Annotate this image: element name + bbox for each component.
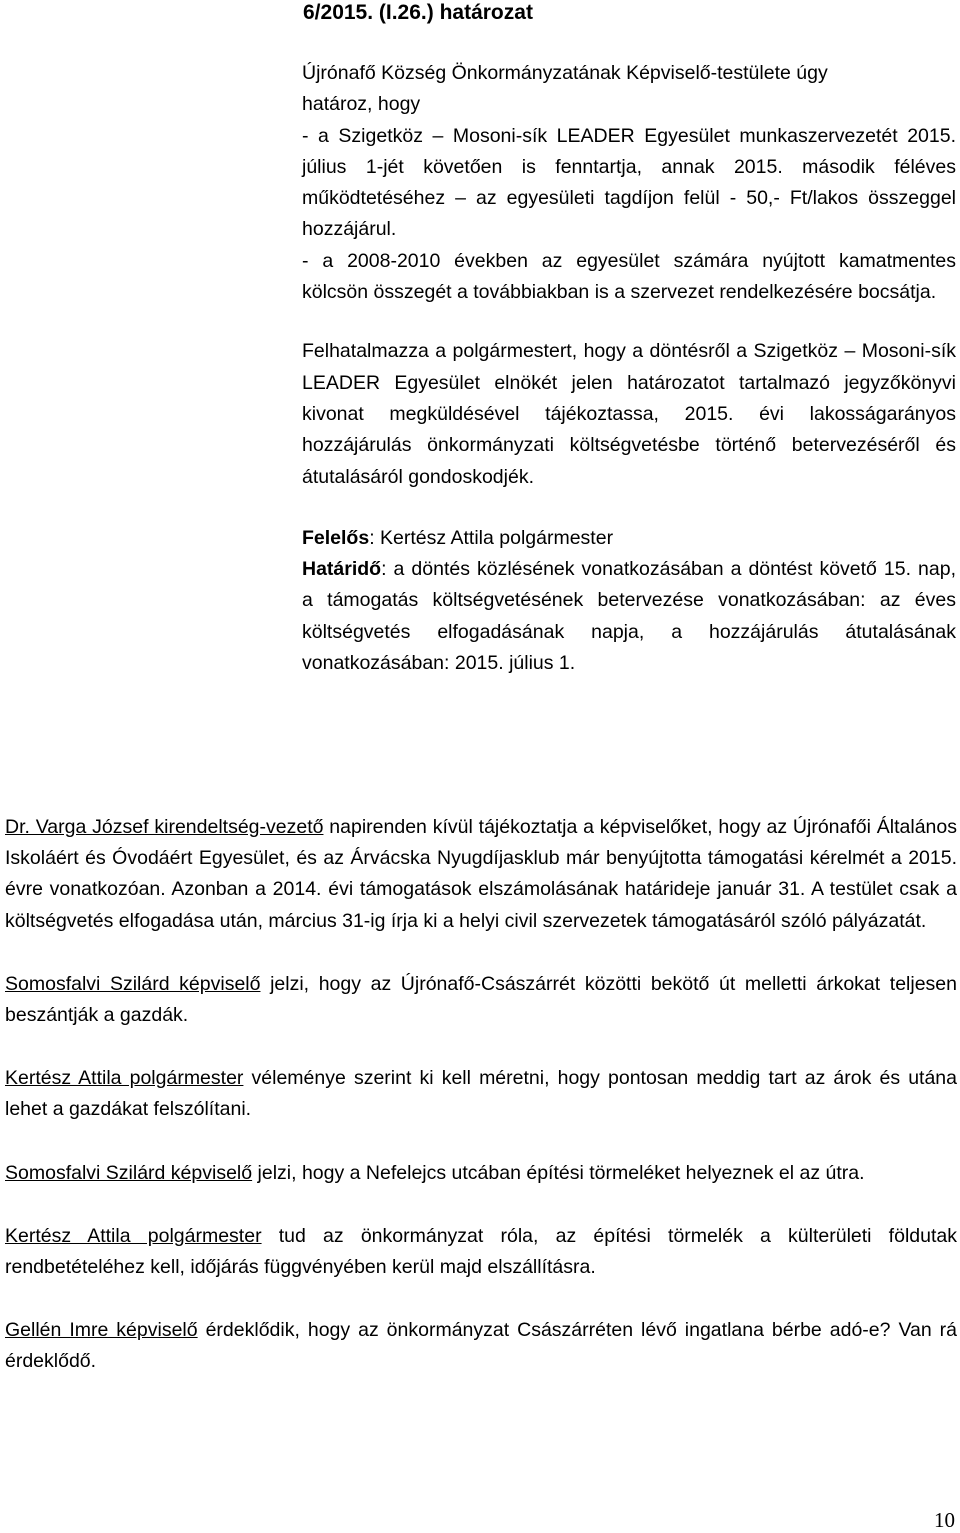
minutes-paragraph	[5, 812, 957, 937]
spacer	[302, 308, 956, 336]
minutes-paragraph	[5, 1221, 957, 1283]
resolution-title: 6/2015. (I.26.) határozat	[303, 1, 533, 24]
resolution-intro	[302, 58, 956, 121]
speaker-name: Kertész Attila polgármester	[5, 1224, 262, 1247]
responsible-value: : Kertész Attila polgármester	[369, 526, 614, 549]
minutes-paragraph	[5, 1063, 957, 1125]
deadline-value: : a döntés közlésének vonatkozásában a döntést követő 15. nap, a támogatás költségvetésének betervezése vonatkozásában: az éves költségvetés elfogadásának napja, a hozzájárulás átutalásának vonatkozásában: 2015. július 1.	[302, 558, 956, 675]
paragraph-text: jelzi, hogy a Nefelejcs utcában építési törmeléket helyeznek el az útra.	[252, 1161, 865, 1184]
minutes-paragraph	[5, 1315, 957, 1377]
minutes-paragraph	[5, 1158, 957, 1189]
spacer	[302, 493, 956, 523]
deadline-label: Határidő	[302, 558, 382, 581]
resolution-responsible	[302, 523, 956, 554]
speaker-name: Dr. Varga József kirendeltség-vezető	[5, 816, 324, 838]
resolution-bullet-2: - a 2008-2010 években az egyesület számára nyújtott kamatmentes kölcsön összegét a továbbiakban is a szervezet rendelkezésére bocsátja.	[302, 249, 956, 304]
page-number: 10	[934, 1508, 955, 1532]
resolution-intro-line-2: határoz, hogy	[302, 93, 421, 116]
paragraph-text: jelzi, hogy az Újrónafő-Császárrét közötti bekötő út melletti árkokat teljesen beszántják a gazdák.	[5, 972, 957, 1027]
paragraph-text: véleménye szerint ki kell méretni, hogy pontosan meddig tart az árok és utána lehet a gazdákat felszólítani.	[5, 1067, 957, 1121]
responsible-label: Felelős	[302, 526, 370, 549]
resolution-authorization: Felhatalmazza a polgármestert, hogy a döntésről a Szigetköz – Mosoni-sík LEADER Egyesület elnökét jelen határozatot tartalmazó jegyzőkönyvi kivonat megküldésével tájékoztassa, 2015. évi lakosságarányos hozzájárulás önkormányzati költségvetésbe történő betervezéséről és átutalásáról gondoskodjék.	[302, 340, 956, 488]
paragraph-text: érdeklődik, hogy az önkormányzat Császárréten lévő ingatlana bérbe adó-e? Van rá érdeklődő.	[5, 1319, 957, 1373]
resolution-block	[302, 58, 956, 679]
minutes-body	[5, 812, 957, 1378]
speaker-name: Gellén Imre képviselő	[5, 1319, 198, 1342]
minutes-paragraph	[5, 969, 957, 1031]
paragraph-text: napirenden kívül tájékoztatja a képviselőket, hogy az Újrónafői Általános Iskoláért és Óvodáért Egyesület, és az Árvácska Nyugdíjasklub már benyújtotta támogatási kérelmét a 2015. évre vonatkozóan. Azonban a 2014. évi támogatások elszámolásának határideje január 31. A testület csak a költségvetés elfogadása után, március 31-ig írja ki a helyi civil szervezetek támogatásáról szóló pályázatát.	[5, 816, 957, 932]
resolution-intro-line-1: Újrónafő Község Önkormányzatának Képviselő-testülete úgy	[302, 62, 828, 84]
speaker-name: Somosfalvi Szilárd képviselő	[5, 972, 261, 995]
paragraph-text: tud az önkormányzat róla, az építési törmelék a külterületi földutak rendbetételéhez kell, időjárás függvényében kerül majd elszállításra.	[5, 1224, 957, 1279]
resolution-deadline	[302, 554, 956, 679]
speaker-name: Kertész Attila polgármester	[5, 1067, 244, 1090]
speaker-name: Somosfalvi Szilárd képviselő	[5, 1161, 253, 1184]
resolution-bullet-1: - a Szigetköz – Mosoni-sík LEADER Egyesület munkaszervezetét 2015. július 1-jét követően is fenntartja, annak 2015. második féléves működtetéséhez – az egyesületi tagdíjon felül - 50,- Ft/lakos összeggel hozzájárul.	[302, 124, 956, 241]
